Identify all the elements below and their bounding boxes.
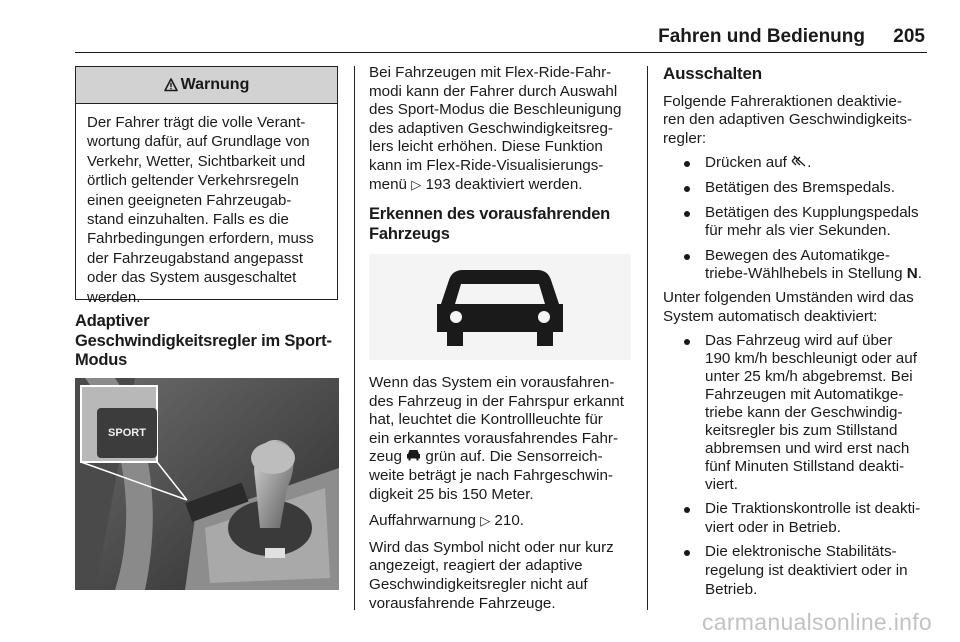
warning-title: Warnung xyxy=(180,76,250,93)
page-header xyxy=(75,24,927,53)
section-heading-switch-off: Ausschalten xyxy=(663,64,762,83)
warning-header xyxy=(76,67,337,104)
section-heading-detection: Erkennen des vorausfahrenden Fahrzeugs xyxy=(369,205,611,243)
warning-box xyxy=(75,66,338,306)
vehicle-ahead-icon xyxy=(369,254,631,360)
page-number: 205 xyxy=(893,26,925,47)
middle-column xyxy=(369,64,639,244)
list-item: Betätigen des Kupplungspedals für mehr als vier Sekunden. xyxy=(663,204,933,241)
vehicle-ahead-symbol-box xyxy=(369,254,631,360)
list-item: Das Fahrzeug wird auf über 190 km/h beschleunigt oder auf unter 25 km/h abgebremst. Bei Fahrzeugen mit Automatikge- triebe kann der Geschwindig- keitsregler bis zum Stillstand abbremsen und wird erst nach fünf Minuten Stillstand deakti- viert. xyxy=(663,332,933,494)
page-ref-arrow-icon: ▷ xyxy=(480,513,491,529)
collision-warning-ref: Auffahrwarnung ▷ 210. xyxy=(369,512,524,530)
column-divider xyxy=(354,66,355,610)
flex-ride-paragraph: Bei Fahrzeugen mit Flex-Ride-Fahr- modi kann der Fahrer durch Auswahl des Sport-Modus die Beschleunigung des adaptiven Geschwindigkeitsreg- lers leicht erhöhen. Diese Funktion kann im Flex-Ride-Visualisierungs- menü ▷ 193 deaktiviert werden. xyxy=(369,64,622,193)
switch-off-intro: Folgende Fahreraktionen deaktivie- ren den adaptiven Geschwindigkeits- regler: xyxy=(663,92,913,147)
list-item: Bewegen des Automatikge- triebe-Wählhebels in Stellung N. xyxy=(663,247,933,284)
warning-text: Der Fahrer trägt die volle Verant- wortung dafür, auf Grundlage von Verkehr, Wetter, Sichtbarkeit und örtlich geltender Verkehrsregeln einen geeigneten Fahrzeugab- stand einzuhalten. Falls es die Fahrbedingungen erfordern, muss der Fahrzeugabstand angepasst oder das System ausgeschaltet werden. xyxy=(87,114,314,306)
list-item: Drücken auf . xyxy=(663,154,933,173)
cruise-off-icon xyxy=(791,154,807,171)
auto-deactivation-intro: Unter folgenden Umständen wird das System automatisch deaktiviert: xyxy=(663,288,914,325)
list-item: Die Traktionskontrolle ist deakti- viert oder in Betrieb. xyxy=(663,500,933,537)
right-column xyxy=(663,64,933,599)
driver-actions-list xyxy=(663,154,933,284)
sport-button-photo xyxy=(75,378,339,590)
list-item: Betätigen des Bremspedals. xyxy=(663,179,933,198)
chapter-title: Fahren und Bedienung xyxy=(658,26,865,47)
short-display-paragraph: Wird das Symbol nicht oder nur kurz angezeigt, reagiert der adaptive Geschwindigkeitsregler nicht auf vorausfahrende Fahrzeuge. xyxy=(369,538,614,612)
column-divider xyxy=(647,66,648,610)
page-ref-arrow-icon: ▷ xyxy=(411,176,422,192)
section-heading-sport-mode: Adaptiver Geschwindigkeitsregler im Sport- Modus xyxy=(75,312,332,370)
watermark: carmanualsonline.info xyxy=(701,609,932,635)
list-item: Die elektronische Stabilitäts- regelung ist deaktiviert oder in Betrieb. xyxy=(663,543,933,599)
middle-column-lower xyxy=(369,374,639,613)
detection-paragraph: Wenn das System ein vorausfahren- des Fahrzeug in der Fahrspur erkannt hat, leuchtet die Kontrollleuchte für ein erkanntes vorausfahrendes Fahr- zeug grün auf. Die Sensorreich- weite beträgt je nach Fahrgeschwin- digkeit 25 bis 150 Meter. xyxy=(369,374,624,503)
auto-conditions-list xyxy=(663,332,933,599)
console-illustration xyxy=(75,378,339,590)
sport-button-label: SPORT xyxy=(108,427,146,439)
vehicle-ahead-inline-icon xyxy=(406,448,421,465)
warning-triangle-icon xyxy=(164,78,178,92)
